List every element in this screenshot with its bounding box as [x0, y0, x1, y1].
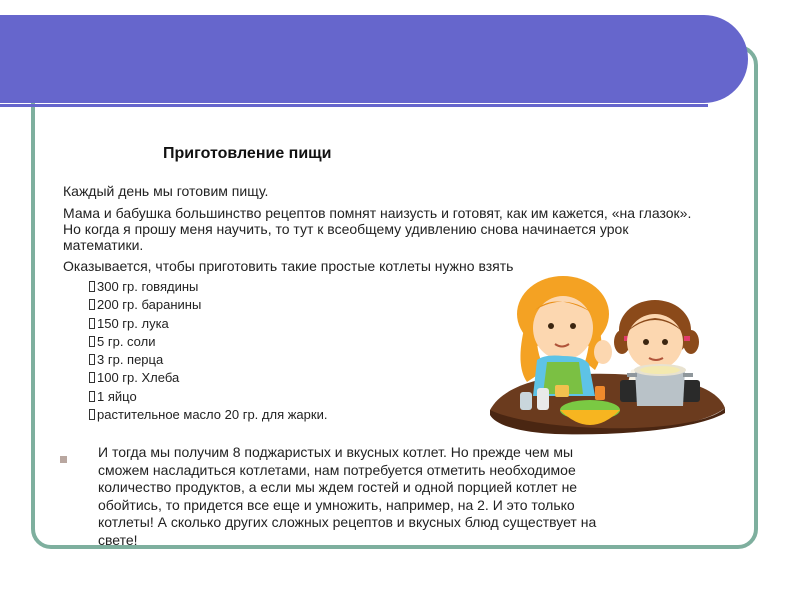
checkbox-icon: [89, 372, 95, 383]
closing-paragraph: И тогда мы получим 8 поджаристых и вкусных котлет. Но прежде чем мы сможем насладиться котлетами, нам потребуется отметить необходимое количество продуктов, а если мы ждем гостей и одной порцией котлет не обойтись, то придется все еще и умножить, например, на 2. И это только котлеты! А сколько других сложных рецептов и вкусных блюд существует на свете!: [98, 444, 597, 548]
checkbox-icon: [89, 281, 95, 292]
ingredient-list: [89, 278, 327, 424]
checkbox-icon: [89, 299, 95, 310]
list-item: 150 гр. лука: [89, 315, 327, 333]
list-item: 200 гр. баранины: [89, 296, 327, 314]
checkbox-icon: [89, 336, 95, 347]
paragraph-1: Каждый день мы готовим пищу.: [63, 183, 269, 199]
checkbox-icon: [89, 391, 95, 402]
header-underline: [0, 104, 708, 107]
list-item: 300 гр. говядины: [89, 278, 327, 296]
cooking-kids-illustration: [485, 270, 730, 440]
slide-title: Приготовление пищи: [163, 145, 332, 162]
list-item: 3 гр. перца: [89, 351, 327, 369]
bullet-icon: [60, 456, 67, 463]
paragraph-2: Мама и бабушка большинство рецептов помнят наизусть и готовят, как им кажется, «на глазок». Но когда я прошу меня научить, то тут к всеобщему удивлению снова начинается урок математики.: [63, 205, 692, 253]
checkbox-icon: [89, 409, 95, 420]
checkbox-icon: [89, 354, 95, 365]
list-item: 1 яйцо: [89, 388, 327, 406]
paragraph-3: Оказывается, чтобы приготовить такие простые котлеты нужно взять: [63, 258, 514, 274]
list-item: 5 гр. соли: [89, 333, 327, 351]
list-item: 100 гр. Хлеба: [89, 369, 327, 387]
header-banner: [0, 15, 748, 103]
list-item: растительное масло 20 гр. для жарки.: [89, 406, 327, 424]
checkbox-icon: [89, 318, 95, 329]
